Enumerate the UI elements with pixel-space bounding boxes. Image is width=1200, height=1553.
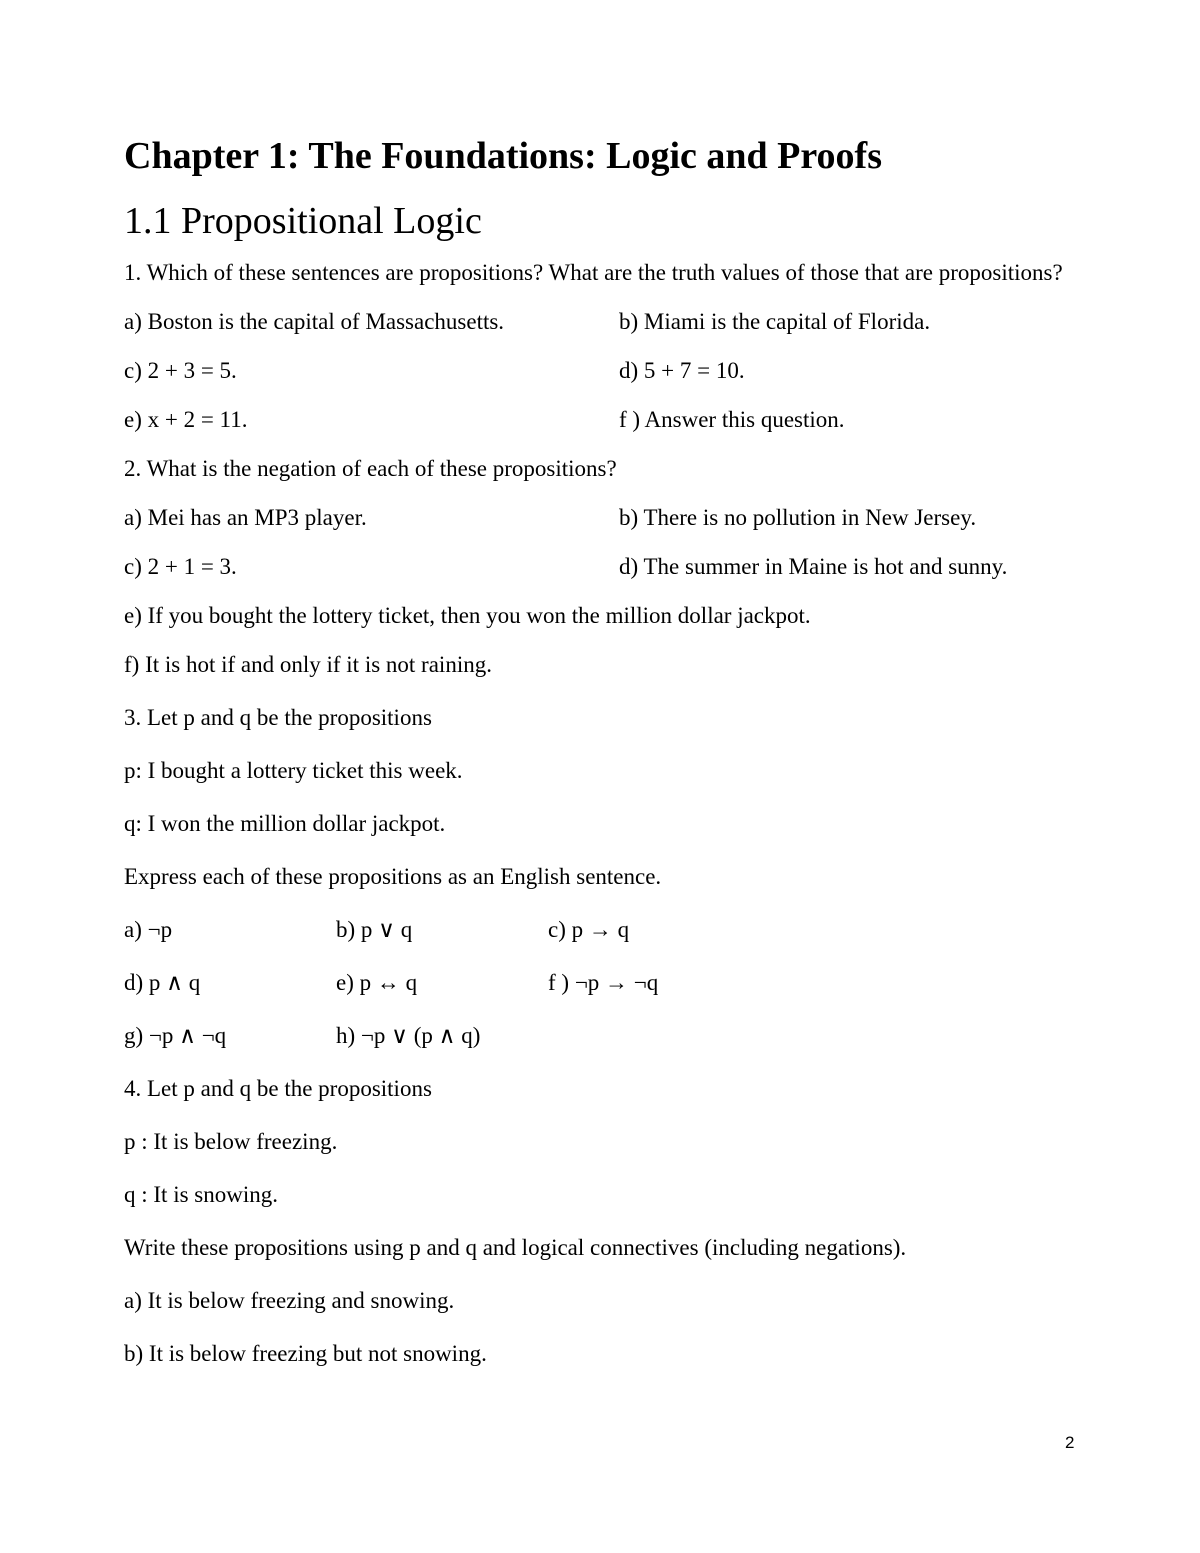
question-1-row-1 [124,308,1084,336]
question-1-text: 1. Which of these sentences are propositions? What are the truth values of those that are propositions? [124,260,1063,285]
question-1-row-3 [124,406,1084,434]
question-3-q-definition: q: I won the million dollar jackpot. [124,811,446,836]
section-title: 1.1 Propositional Logic [124,200,482,242]
question-1-item-a: a) Boston is the capital of Massachusetts. [124,309,505,334]
question-4-item-b: b) It is below freezing but not snowing. [124,1341,487,1366]
question-4-item-a: a) It is below freezing and snowing. [124,1288,455,1313]
question-2-row-1 [124,504,1084,532]
question-3-item-h: h) ¬p ∨ (p ∧ q) [336,1023,481,1048]
question-4-text: 4. Let p and q be the propositions [124,1076,432,1101]
question-3-row-2 [124,969,1084,997]
question-3-item-d: d) p ∧ q [124,970,201,995]
question-2-item-b: b) There is no pollution in New Jersey. [619,505,977,530]
page-number: 2 [1065,1433,1075,1452]
question-3-item-a: a) ¬p [124,917,173,942]
question-3-row-1 [124,916,1084,944]
question-3-p-definition: p: I bought a lottery ticket this week. [124,758,463,783]
question-1-item-c: c) 2 + 3 = 5. [124,358,237,383]
question-3-item-f: f ) ¬p → ¬q [548,970,659,995]
question-3-item-c: c) p → q [548,917,630,942]
question-2-item-a: a) Mei has an MP3 player. [124,505,367,530]
question-1-item-f: f ) Answer this question. [619,407,845,432]
chapter-title: Chapter 1: The Foundations: Logic and Proofs [124,135,882,177]
question-2-text: 2. What is the negation of each of these propositions? [124,456,617,481]
document-page [124,132,1084,1368]
question-3-row-3 [124,1022,1084,1050]
question-4-q-definition: q : It is snowing. [124,1182,278,1207]
question-2-item-d: d) The summer in Maine is hot and sunny. [619,554,1008,579]
question-1-item-b: b) Miami is the capital of Florida. [619,309,931,334]
question-1-item-e: e) x + 2 = 11. [124,407,248,432]
question-3-item-e: e) p ↔ q [336,970,418,995]
question-1-item-d: d) 5 + 7 = 10. [619,358,745,383]
question-3-item-g: g) ¬p ∧ ¬q [124,1023,227,1048]
question-4-p-definition: p : It is below freezing. [124,1129,338,1154]
question-3-item-b: b) p ∨ q [336,917,413,942]
question-3-text: 3. Let p and q be the propositions [124,705,432,730]
question-2-row-2 [124,553,1084,581]
question-3-instruction: Express each of these propositions as an English sentence. [124,864,662,889]
question-1-row-2 [124,357,1084,385]
question-2-item-f: f) It is hot if and only if it is not raining. [124,652,492,677]
question-2-item-e: e) If you bought the lottery ticket, then you won the million dollar jackpot. [124,603,811,628]
question-4-instruction: Write these propositions using p and q and logical connectives (including negations). [124,1235,907,1260]
question-2-item-c: c) 2 + 1 = 3. [124,554,237,579]
